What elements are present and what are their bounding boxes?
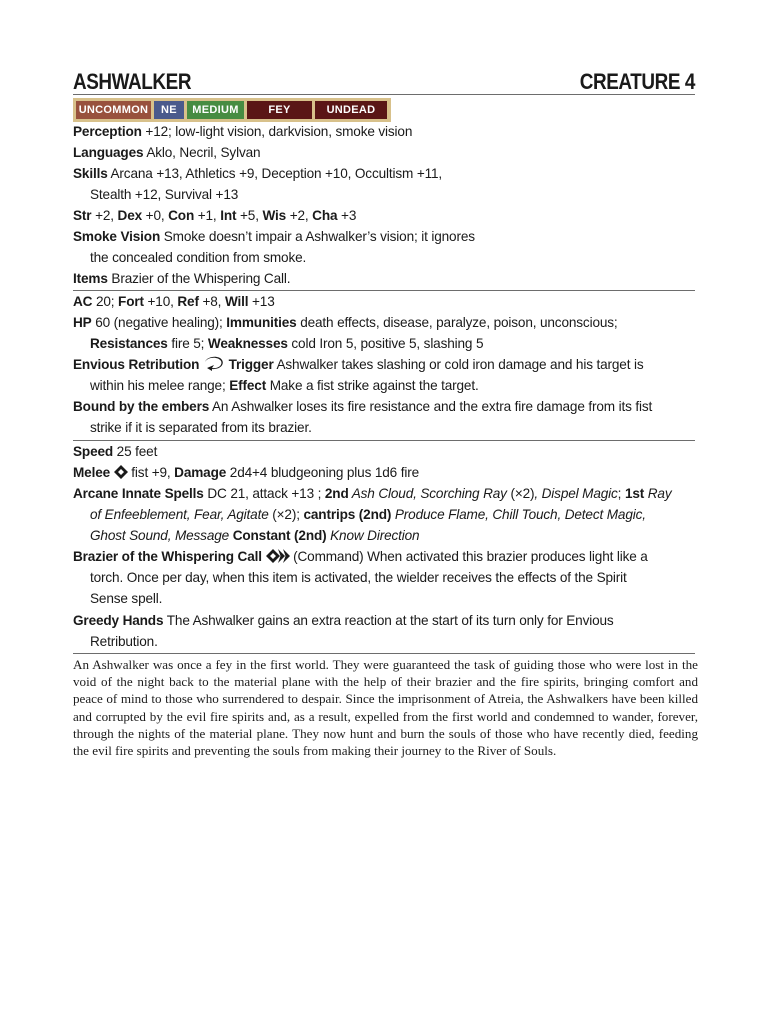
immunities-label: Immunities <box>226 315 297 330</box>
fort-value: +10, <box>143 294 178 309</box>
trigger-label: Trigger <box>228 357 274 372</box>
rank2-tail: , Dispel Magic <box>534 486 618 501</box>
header-rule <box>73 94 695 95</box>
wis-value: +2, <box>286 208 313 223</box>
smoke-vision-line <box>73 226 698 268</box>
lore-rule <box>73 653 695 654</box>
ac-label: AC <box>73 294 93 309</box>
creature-name: ASHWALKER <box>73 69 192 94</box>
creature-level: CREATURE 4 <box>579 69 695 94</box>
hp-value: 60 (negative healing); <box>91 315 227 330</box>
rank1-separator: ; <box>296 507 304 522</box>
bound-by-embers-text-2: strike if it is separated from its brazier. <box>90 420 312 435</box>
greedy-hands-label: Greedy Hands <box>73 613 164 628</box>
int-label: Int <box>220 208 237 223</box>
perception-line <box>73 121 698 142</box>
con-value: +1, <box>194 208 221 223</box>
melee-line <box>73 462 698 483</box>
will-value: +13 <box>248 294 275 309</box>
constant-spells: Know Direction <box>326 528 420 543</box>
brazier-text-1: (Command) When activated this brazier produces light like a <box>289 549 648 564</box>
items-value: Brazier of the Whispering Call. <box>111 271 291 286</box>
resistances-label: Resistances <box>90 336 168 351</box>
perception-label: Perception <box>73 124 142 139</box>
skills-line <box>73 163 698 205</box>
dex-label: Dex <box>117 208 143 223</box>
rank1-count: (×2) <box>272 507 297 522</box>
innate-spells-line <box>73 483 698 546</box>
speed-value: 25 feet <box>113 444 158 459</box>
rank1-label: 1st <box>624 486 645 501</box>
str-value: +2, <box>91 208 118 223</box>
rank2-spells: Ash Cloud, Scorching Ray <box>348 486 511 501</box>
smoke-vision-text-2: the concealed condition from smoke. <box>90 250 307 265</box>
languages-label: Languages <box>73 145 144 160</box>
lore-paragraph: An Ashwalker was once a fey in the first world. They were guaranteed the task of guiding those who were lost in the void of the night back to the material plane with the help of their brazier and the fire spirits, bringing comfort and peace of mind to those who surrendered to despair. Since the imprisonment of Atreia, the Ashwalkers have been killed and corrupted by the evil fire spirits and, as a result, expelled from the first world and condemned to wander, forever, through the nights of the material plane. They now hunt and burn the souls of those who have recently died, feeding the evil fire spirits and preventing the souls from making their journey to the River of Souls. <box>73 657 698 759</box>
hp-label: HP <box>73 315 92 330</box>
weaknesses-label: Weaknesses <box>207 336 288 351</box>
trigger-text: Ashwalker takes slashing or cold iron damage and his target is <box>273 357 644 372</box>
ref-label: Ref <box>177 294 199 309</box>
smoke-vision-text-1: Smoke doesn’t impair a Ashwalker’s vision; it ignores <box>163 229 475 244</box>
innate-spells-label: Arcane Innate Spells <box>73 486 204 501</box>
trait-rarity: UNCOMMON <box>76 101 151 119</box>
two-actions-icon <box>266 549 290 563</box>
trait-bar <box>73 98 391 122</box>
languages-value: Aklo, Necril, Sylvan <box>146 145 261 160</box>
skills-label: Skills <box>73 166 108 181</box>
rank2-separator: ; <box>617 486 625 501</box>
reaction-icon <box>203 356 225 371</box>
cantrips-label: cantrips (2nd) <box>303 507 392 522</box>
brazier-text-3: Sense spell. <box>90 591 163 606</box>
skills-value-1: Arcana +13, Athletics +9, Deception +10, Occultism +11, <box>110 166 443 181</box>
bound-by-embers-label: Bound by the embers <box>73 399 210 414</box>
trigger-text-2: within his melee range; <box>90 378 230 393</box>
cha-value: +3 <box>337 208 357 223</box>
rank2-label: 2nd <box>324 486 349 501</box>
will-label: Will <box>224 294 249 309</box>
rank2-count: (×2) <box>510 486 535 501</box>
defense-line <box>73 291 698 312</box>
cha-label: Cha <box>312 208 338 223</box>
greedy-hands-text-2: Retribution. <box>90 634 158 649</box>
speed-label: Speed <box>73 444 114 459</box>
items-label: Items <box>73 271 108 286</box>
brazier-line <box>73 546 698 609</box>
hp-line <box>73 312 698 354</box>
cantrips-spells-1: Produce Flame, Chill Touch, Detect Magic, <box>391 507 646 522</box>
items-line <box>73 268 698 289</box>
ref-value: +8, <box>198 294 225 309</box>
skills-value-2: Stealth +12, Survival +13 <box>90 187 239 202</box>
greedy-hands-line <box>73 610 698 652</box>
effect-label: Effect <box>229 378 267 393</box>
melee-text: fist +9, <box>127 465 175 480</box>
trait-size: MEDIUM <box>187 101 244 119</box>
melee-label: Melee <box>73 465 111 480</box>
speed-line <box>73 441 698 462</box>
damage-value: 2d4+4 bludgeoning plus 1d6 fire <box>226 465 420 480</box>
ability-scores-line <box>73 205 698 226</box>
greedy-hands-text-1: The Ashwalker gains an extra reaction at the start of its turn only for Envious <box>163 613 614 628</box>
wis-label: Wis <box>262 208 287 223</box>
damage-label: Damage <box>174 465 227 480</box>
bound-by-embers-text-1: An Ashwalker loses its fire resistance and the extra fire damage from its fist <box>209 399 653 414</box>
dex-value: +0, <box>142 208 169 223</box>
languages-line <box>73 142 698 163</box>
single-action-icon <box>114 465 128 479</box>
spells-intro: DC 21, attack +13 ; <box>203 486 325 501</box>
statblock-header <box>73 66 695 94</box>
effect-text: Make a fist strike against the target. <box>266 378 479 393</box>
trait-undead: UNDEAD <box>315 101 387 119</box>
cantrips-spells-2: Ghost Sound, Message <box>90 528 233 543</box>
ac-value: 20; <box>92 294 119 309</box>
rank1-rest: of Enfeeblement, Fear, Agitate <box>90 507 273 522</box>
envious-retribution-label: Envious Retribution <box>73 357 200 372</box>
perception-value: +12; low-light vision, darkvision, smoke vision <box>145 124 413 139</box>
brazier-text-2: torch. Once per day, when this item is activated, the wielder receives the effects of the Spirit <box>90 570 627 585</box>
brazier-label: Brazier of the Whispering Call <box>73 549 262 564</box>
con-label: Con <box>168 208 195 223</box>
trait-alignment: NE <box>154 101 184 119</box>
smoke-vision-label: Smoke Vision <box>73 229 161 244</box>
str-label: Str <box>73 208 92 223</box>
fort-label: Fort <box>118 294 144 309</box>
int-value: +5, <box>236 208 263 223</box>
resistances-value: fire 5; <box>167 336 208 351</box>
rank1-first: Ray <box>644 486 672 501</box>
immunities-value: death effects, disease, paralyze, poison, unconscious; <box>296 315 618 330</box>
trait-fey: FEY <box>247 101 312 119</box>
constant-label: Constant (2nd) <box>232 528 327 543</box>
envious-retribution-line <box>73 354 698 396</box>
bound-by-embers-line <box>73 396 698 438</box>
weaknesses-value: cold Iron 5, positive 5, slashing 5 <box>287 336 484 351</box>
